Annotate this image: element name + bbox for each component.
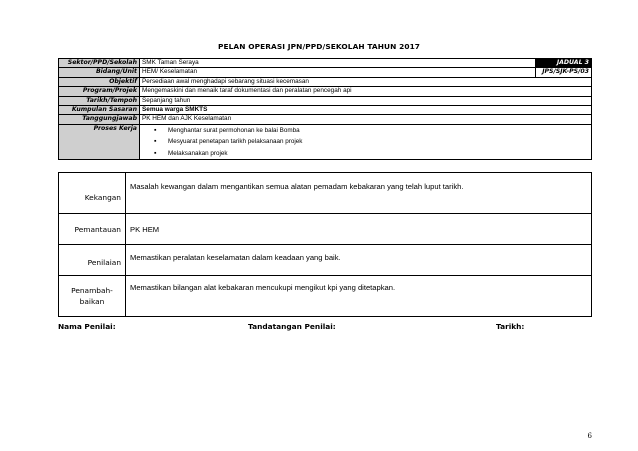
info-row-tarikh: [59, 96, 592, 105]
info-row-proses: [59, 124, 592, 160]
bullet-icon: ▪: [154, 126, 157, 134]
list-item: [142, 125, 589, 137]
eval-row-kekangan: [59, 173, 592, 214]
document-code: JPS/SJK-PS/03: [536, 68, 592, 77]
info-row-kumpulan: [59, 105, 592, 114]
info-value: HEM/ Keselamatan: [140, 68, 536, 77]
proses-text: Melaksanakan projek: [168, 149, 228, 157]
info-label: Tarikh/Tempoh: [59, 96, 140, 105]
info-value: SMK Taman Seraya: [140, 59, 536, 68]
jadual-badge: JADUAL 3: [536, 59, 592, 68]
nama-penilai-label: Nama Penilai:: [58, 322, 116, 331]
tarikh-label: Tarikh:: [496, 322, 525, 331]
bullet-icon: ▪: [154, 149, 157, 157]
info-row-objektif: [59, 77, 592, 86]
proses-text: Mesyuarat penetapan tarikh pelaksanaan projek: [168, 138, 303, 146]
proses-list: [142, 125, 589, 160]
eval-label: Kekangan: [59, 173, 126, 214]
eval-value: PK HEM: [126, 214, 592, 245]
list-item: [142, 136, 589, 148]
eval-label: Penilaian: [59, 245, 126, 276]
info-table: [58, 58, 592, 160]
info-value: Sepanjang tahun: [140, 96, 592, 105]
tandatangan-label: Tandatangan Penilai:: [248, 322, 336, 331]
proses-list-cell: [140, 124, 592, 160]
info-label: Kumpulan Sasaran: [59, 105, 140, 114]
info-row-sektor: [59, 59, 592, 68]
info-row-tanggungjawab: [59, 115, 592, 124]
info-label: Bidang/Unit: [59, 68, 140, 77]
eval-label: Pemantauan: [59, 214, 126, 245]
eval-value: Memastikan bilangan alat kebakaran mencukupi mengikut kpi yang ditetapkan.: [126, 276, 592, 317]
evaluation-table: [58, 172, 592, 317]
eval-row-pemantauan: [59, 214, 592, 245]
info-label: Objektif: [59, 77, 140, 86]
info-value: PK HEM dan AJK Keselamatan: [140, 115, 592, 124]
eval-label: Penambah- baikan: [59, 276, 126, 317]
info-value: Persediaan awal menghadapi sebarang situasi kecemasan: [140, 77, 592, 86]
info-label: Tanggungjawab: [59, 115, 140, 124]
eval-row-penilaian: [59, 245, 592, 276]
eval-row-penambahbaikan: [59, 276, 592, 317]
list-item: [142, 148, 589, 160]
info-label: Program/Projek: [59, 87, 140, 96]
info-label: Proses Kerja: [59, 124, 140, 160]
info-value: Semua warga SMKTS: [140, 105, 592, 114]
bullet-icon: ▪: [154, 138, 157, 146]
page-title: PELAN OPERASI JPN/PPD/SEKOLAH TAHUN 2017: [217, 42, 421, 51]
info-value: Mengemaskini dan menaik taraf dokumentasi dan peralatan pencegah api: [140, 87, 592, 96]
page-number: 6: [587, 432, 592, 440]
proses-text: Menghantar surat permohonan ke balai Bomba: [168, 126, 300, 134]
info-row-bidang: [59, 68, 592, 77]
info-label: Sektor/PPD/Sekolah: [59, 59, 140, 68]
eval-value: Masalah kewangan dalam mengantikan semua alatan pemadam kebakaran yang telah luput tarikh.: [126, 173, 592, 214]
info-row-program: [59, 87, 592, 96]
eval-value: Memastikan peralatan keselamatan dalam keadaan yang baik.: [126, 245, 592, 276]
